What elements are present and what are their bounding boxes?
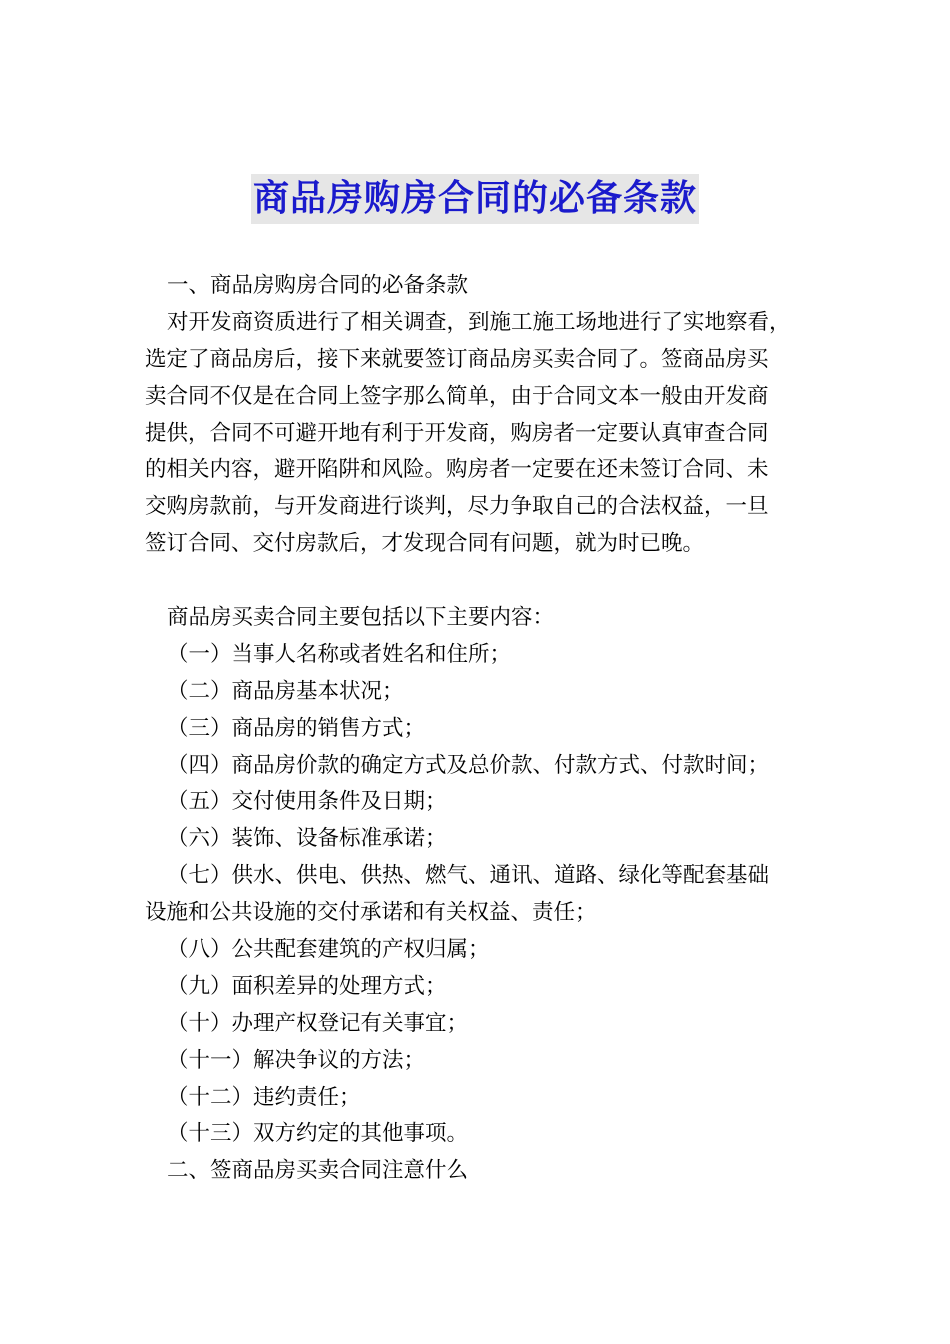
title-container [0,174,950,224]
list-item: （七）供水、供电、供热、燃气、通讯、道路、绿化等配套基础 [167,863,770,889]
list-item: （二）商品房基本状况； [167,678,404,704]
section-heading-2: 二、签商品房买卖合同注意什么 [167,1158,469,1184]
section-heading-1: 一、商品房购房合同的必备条款 [167,273,469,298]
list-item: （十二）违约责任； [167,1084,361,1110]
list-item: （一）当事人名称或者姓名和住所； [167,641,512,667]
intro-line: 交购房款前，与开发商进行谈判，尽力争取自己的合法权益，一旦 [145,494,769,520]
list-item: （九）面积差异的处理方式； [167,973,447,999]
list-item: （三）商品房的销售方式； [167,715,426,741]
list-item: （六）装饰、设备标准承诺； [167,826,447,852]
intro-line: 的相关内容，避开陷阱和风险。购房者一定要在还未签订合同、未 [145,457,769,483]
list-intro: 商品房买卖合同主要包括以下主要内容： [167,605,555,631]
document-body [145,268,815,1190]
list-item: （十）办理产权登记有关事宜； [167,1010,469,1036]
document-title: 商品房购房合同的必备条款 [251,174,699,224]
list-item: （十三）双方约定的其他事项。 [167,1121,469,1147]
intro-line: 签订合同、交付房款后，才发现合同有问题，就为时已晚。 [145,531,705,557]
list-item: （四）商品房价款的确定方式及总价款、付款方式、付款时间； [167,752,770,778]
intro-line: 对开发商资质进行了相关调查，到施工施工场地进行了实地察看， [167,309,791,335]
paragraph-gap [145,563,815,600]
list-item: （十一）解决争议的方法； [167,1047,426,1073]
intro-line: 卖合同不仅是在合同上签字那么简单，由于合同文本一般由开发商 [145,383,769,409]
list-item-continuation: 设施和公共设施的交付承诺和有关权益、责任； [145,900,597,926]
list-item: （五）交付使用条件及日期； [167,789,447,815]
intro-line: 选定了商品房后，接下来就要签订商品房买卖合同了。签商品房买 [145,346,769,372]
list-item: （八）公共配套建筑的产权归属； [167,937,490,963]
intro-line: 提供，合同不可避开地有利于开发商，购房者一定要认真审查合同 [145,420,769,446]
